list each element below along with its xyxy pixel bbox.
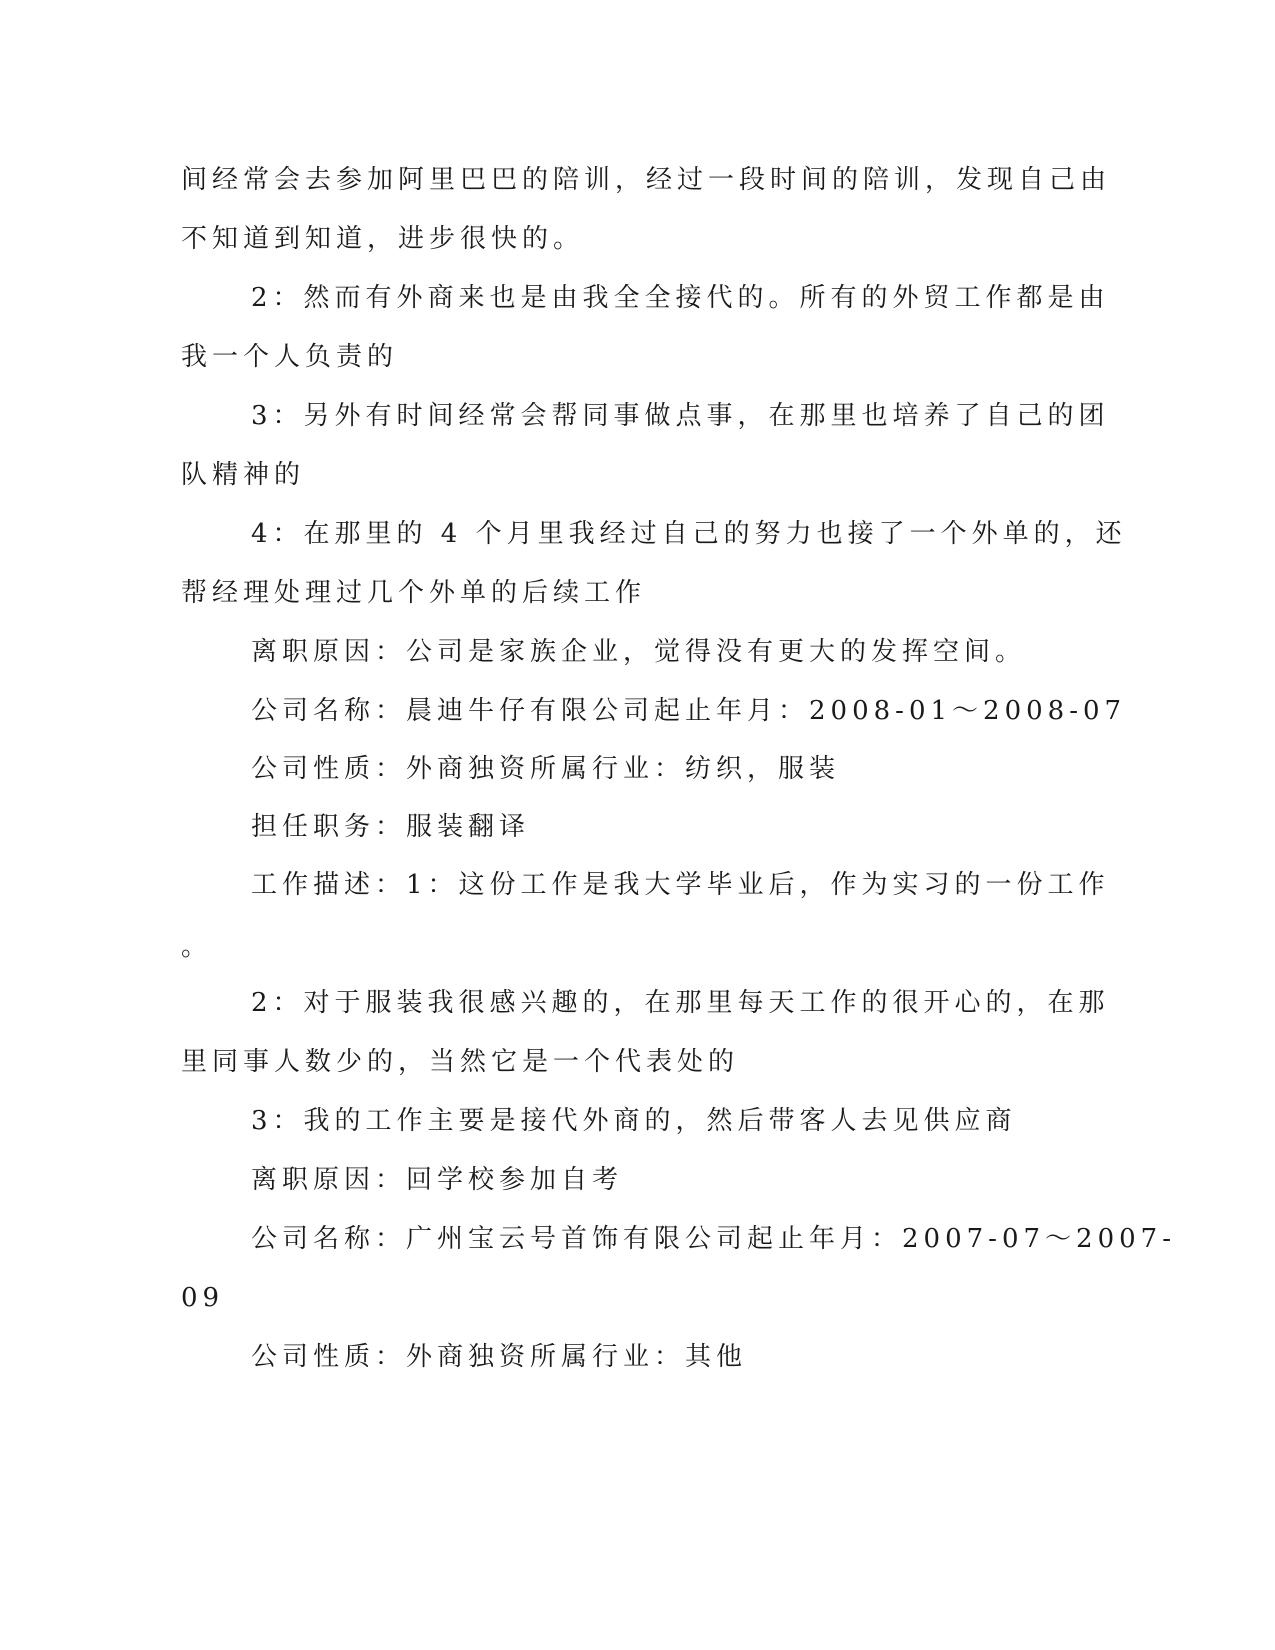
text-line: 间经常会去参加阿里巴巴的陪训，经过一段时间的陪训，发现自己由 [181,165,1112,195]
text-line: 离职原因：公司是家族企业，觉得没有更大的发挥空间。 [251,637,1027,667]
text-line: 公司名称：晨迪牛仔有限公司起止年月：2008-01～2008-07 [251,696,1127,726]
text-line: 2：然而有外商来也是由我全全接代的。所有的外贸工作都是由 [251,283,1110,313]
text-line: 不知道到知道，进步很快的。 [181,224,585,254]
text-line: 。 [181,932,213,962]
text-line: 担任职务：服装翻译 [251,812,531,842]
text-line: 3：我的工作主要是接代外商的，然后带客人去见供应商 [251,1106,1017,1136]
text-line: 4：在那里的 4 个月里我经过自己的努力也接了一个外单的，还 [251,519,1127,549]
text-line: 公司性质：外商独资所属行业：其他 [251,1342,748,1372]
text-line: 离职原因：回学校参加自考 [251,1165,624,1195]
text-line: 工作描述：1：这份工作是我大学毕业后，作为实习的一份工作 [251,870,1110,900]
text-line: 里同事人数少的，当然它是一个代表处的 [181,1047,740,1077]
text-line: 公司名称：广州宝云号首饰有限公司起止年月：2007-07～2007- [251,1224,1176,1254]
text-line: 2：对于服装我很感兴趣的，在那里每天工作的很开心的，在那 [251,988,1110,1018]
text-line: 队精神的 [181,460,306,490]
text-line: 公司性质：外商独资所属行业：纺织，服装 [251,754,841,784]
text-line: 帮经理处理过几个外单的后续工作 [181,578,647,608]
text-line: 我一个人负责的 [181,342,399,372]
text-line: 09 [181,1283,225,1313]
text-line: 3：另外有时间经常会帮同事做点事，在那里也培养了自己的团 [251,401,1110,431]
